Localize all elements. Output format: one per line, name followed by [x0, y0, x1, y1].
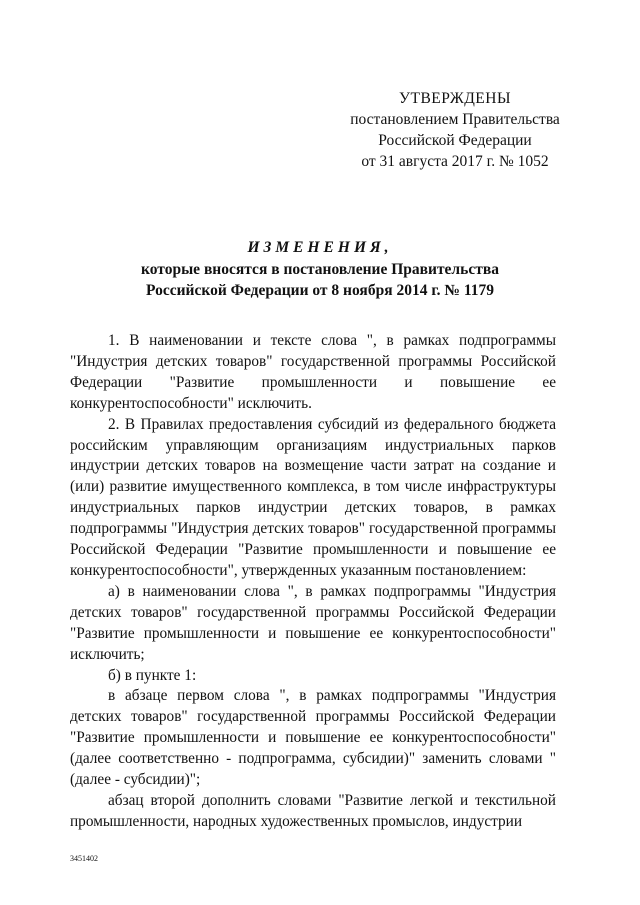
- approval-line-federation: Российской Федерации: [378, 132, 532, 149]
- document-title: ИЗМЕНЕНИЯ,: [247, 239, 393, 256]
- document-body: [70, 331, 556, 833]
- document-subtitle-line-2: Российской Федерации от 8 ноября 2014 г. № 1179: [146, 282, 494, 299]
- paragraph-2a: а) в наименовании слова ", в рамках подпрограммы "Индустрия детских товаров" государственной программы Российской Федерации "Развитие промышленности и повышение ее конкурентоспособности" исключить;: [70, 582, 556, 663]
- approval-line-date-number: от 31 августа 2017 г. № 1052: [361, 153, 549, 170]
- approval-heading: УТВЕРЖДЕНЫ: [399, 90, 511, 107]
- paragraph-2b: б) в пункте 1:: [108, 666, 197, 684]
- paragraph-1: 1. В наименовании и тексте слова ", в рамках подпрограммы "Индустрия детских товаров" государственной программы Российской Федерации "Развитие промышленности и повышение ее конкурентоспособности" исключить.: [70, 332, 556, 412]
- paragraph-2b-first-indent: в абзаце первом слова ", в рамках подпрограммы "Индустрия детских товаров" государственной программы Российской Федерации "Развитие промышленности и повышение ее конкурентоспособности" (далее соответственно - подпрограмма, субсидии)" заменить словами "(далее - субсидии)";: [70, 687, 556, 789]
- document-code: 3451402: [70, 854, 98, 863]
- document-subtitle-line-1: которые вносятся в постановление Правительства: [141, 261, 499, 278]
- approval-line-decree: постановлением Правительства: [350, 111, 560, 128]
- document-title-block: [60, 237, 580, 301]
- paragraph-2b-second-indent: абзац второй дополнить словами "Развитие легкой и текстильной промышленности, народных художественных промыслов, индустрии: [70, 791, 556, 830]
- paragraph-2: 2. В Правилах предоставления субсидий из федерального бюджета российским управляющим организациям индустриальных парков индустрии детских товаров на возмещение части затрат на создание и (или) развитие имущественного комплекса, в том числе инфраструктуры индустриальных парков индустрии детских товаров, в рамках подпрограммы "Индустрия детских товаров" государственной программы Российской Федерации "Развитие промышленности и повышение ее конкурентоспособности", утвержденных указанным постановлением:: [70, 415, 556, 579]
- approval-block: [330, 88, 580, 172]
